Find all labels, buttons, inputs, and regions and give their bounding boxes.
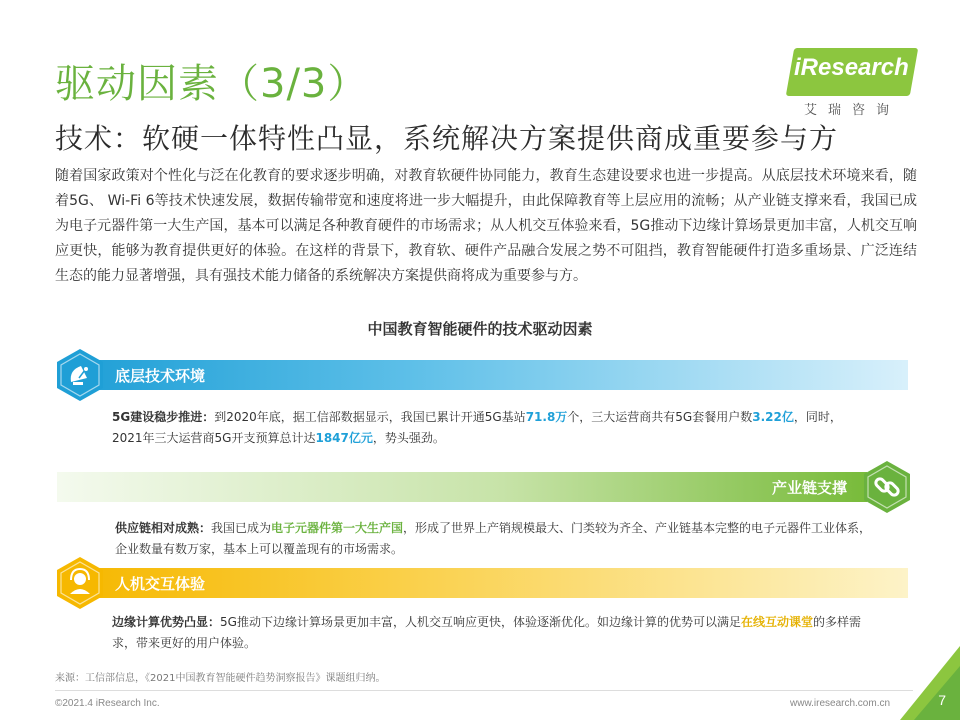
section-title: 中国教育智能硬件的技术驱动因素 <box>367 320 593 338</box>
factor-text: 到2020年底，据工信部数据显示，我国已累计开通5G基站 <box>214 410 526 424</box>
highlight-value: 71.8万 <box>525 410 568 424</box>
factor-text-supply-chain <box>115 518 875 560</box>
factor-lead: 边缘计算优势凸显： <box>112 615 221 629</box>
factor-lead: 5G建设稳步推进： <box>112 410 215 424</box>
website-link[interactable]: www.iresearch.com.cn <box>790 698 891 709</box>
page-title: 驱动因素（3/3） <box>55 61 369 107</box>
factor-text-tech-environment <box>112 407 872 449</box>
factor-lead: 供应链相对成熟： <box>115 521 212 535</box>
factor-label-tech-environment: 底层技术环境 <box>115 367 206 385</box>
highlight-value: 在线互动课堂 <box>740 615 813 629</box>
page-subtitle: 技术：软硬一体特性凸显，系统解决方案提供商成重要参与方 <box>55 122 839 155</box>
chain-link-icon <box>862 460 912 514</box>
factor-text: 我国已成为 <box>211 521 272 535</box>
factor-band-supply-chain <box>57 472 867 502</box>
factor-text: 的多样需求，带来更好的用户体验。 <box>112 615 861 650</box>
intro-paragraph: 随着国家政策对个性化与泛在化教育的要求逐步明确，对教育软硬件协同能力，教育生态建设要求也进一步提高。从底层技术环境来看，随着5G、 Wi-Fi 6等技术快速发展，数据传输带宽和速度将进一步大幅提升，由此保障教育等上层应用的流畅；从产业链支撑来看，我国已成为电子元器件第一大生产国，基本可以满足各种教育硬件的市场需求；从人机交互体验来看，5G推动下边缘计算场景更加丰富，人机交互响应更快，能够为教育提供更好的体验。在这样的背景下，教育软、硬件产品融合发展之势不可阻挡，教育智能硬件打造多重场景、广泛连结生态的能力显著增强，具有强技术能力储备的系统解决方案提供商将成为重要参与方。 <box>55 168 917 284</box>
customer-service-headset-icon <box>55 556 105 610</box>
logo-cn-name: 艾瑞咨询 <box>804 103 901 118</box>
factor-text: 5G推动下边缘计算场景更加丰富，人机交互响应更快，体验逐渐优化。如边缘计算的优势可以满足 <box>220 615 741 629</box>
iresearch-logo <box>770 48 920 120</box>
factor-label-hci: 人机交互体验 <box>115 575 206 593</box>
page-number: 7 <box>938 692 946 708</box>
copyright: ©2021.4 iResearch Inc. <box>55 698 160 709</box>
highlight-value: 1847亿元 <box>315 431 373 445</box>
factor-text: ，势头强劲。 <box>372 431 445 445</box>
factor-text: ，同时，2021年三大运营商5G开支预算总计达 <box>112 410 842 445</box>
source-note: 来源：工信部信息，《2021中国教育智能硬件趋势洞察报告》课题组归纳。 <box>55 673 386 684</box>
factor-text: ，形成了世界上产销规模最大、门类较为齐全、产业链基本完整的电子元器件工业体系，企业数量有数万家，基本上可以覆盖现有的市场需求。 <box>115 521 872 556</box>
highlight-value: 3.22亿 <box>752 410 794 424</box>
corner-decoration <box>900 646 960 720</box>
factor-label-supply-chain: 产业链支撑 <box>772 479 848 497</box>
factor-text: 个，三大运营商共有5G套餐用户数 <box>567 410 753 424</box>
factor-text-hci <box>112 612 872 654</box>
highlight-value: 电子元器件第一大生产国 <box>271 521 404 535</box>
satellite-dish-icon <box>55 348 105 402</box>
logo-brand: iResearch <box>794 54 909 81</box>
footer-divider <box>55 690 913 691</box>
